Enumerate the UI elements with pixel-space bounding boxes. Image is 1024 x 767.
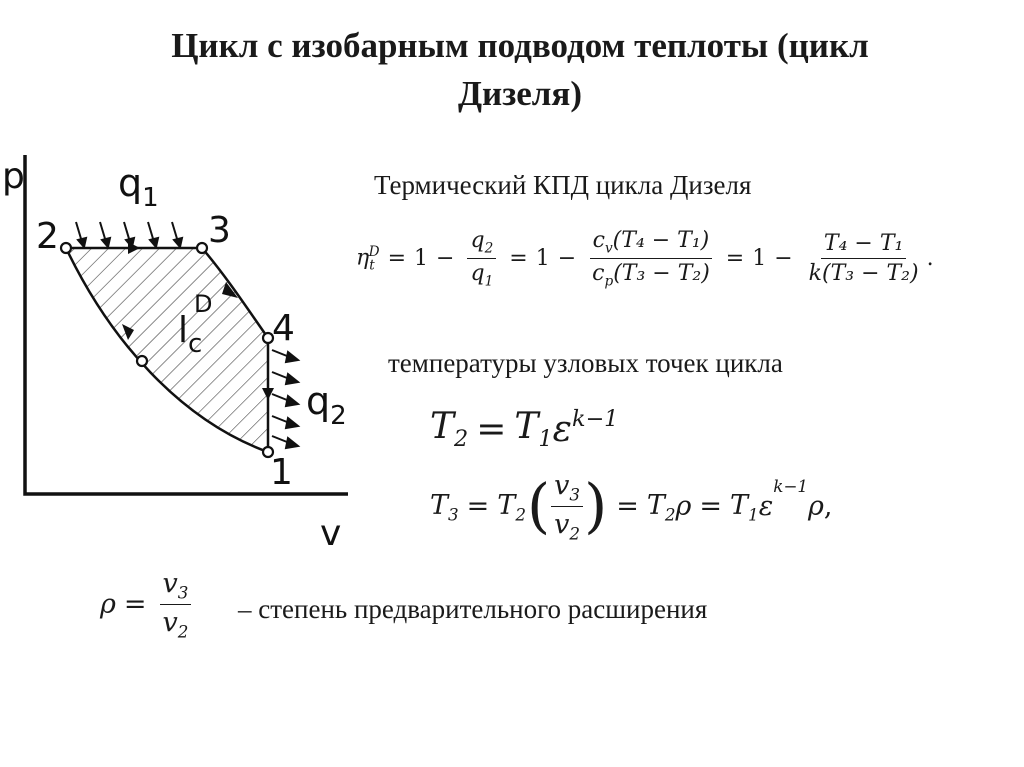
- slide-title-line1: Цикл с изобарным подводом теплоты (цикл: [171, 26, 869, 65]
- axis-y-label: p: [2, 156, 25, 197]
- slide-title: [60, 22, 980, 118]
- heat-in-label: $q_1$: [118, 161, 159, 213]
- eta-symbol: $\eta_t^D$: [356, 244, 380, 274]
- rho-formula: ρ = $\frac{v_3}{v_2}$: [100, 568, 196, 642]
- work-label: $l_c$: [178, 310, 203, 359]
- fraction-q: $\frac{q_2}{q_1}$: [467, 228, 496, 290]
- rho-description: – степень предварительного расширения: [238, 594, 708, 624]
- axis-x-label: v: [320, 513, 342, 550]
- efficiency-heading: Термический КПД цикла Дизеля: [374, 170, 752, 200]
- point-2: [61, 243, 71, 253]
- point-label-2: 2: [36, 216, 59, 257]
- point-mid: [137, 356, 147, 366]
- heat-out-label: $q_2$: [306, 379, 347, 431]
- efficiency-formula: $\eta_t^D$ = 1 − $\frac{q_2}{q_1}$ = 1 − $\frac{c_v(T_4 - T_1)}{c_p(T_3 - T_2)}$ = 1 − $\frac{\text{T₄ − T₁}}{\text{k(T₃ − T₂)}}$ .: [356, 228, 934, 290]
- point-label-1: 1: [270, 452, 293, 493]
- cycle-area: [66, 248, 268, 452]
- t2-formula: $T_2$ = $T_1$ ε $^{k-1}$: [430, 406, 619, 453]
- pv-diagram: [0, 140, 360, 550]
- point-label-4: 4: [272, 308, 295, 349]
- point-3: [197, 243, 207, 253]
- point-label-3: 3: [208, 210, 231, 251]
- fraction-c: $\frac{c_v(T_4 - T_1)}{c_p(T_3 - T_2)}$: [589, 228, 713, 290]
- work-sup: D: [194, 290, 213, 318]
- fraction-k: $\frac{\text{T₄ − T₁}}{\text{k(T₃ − T₂)}}$: [808, 231, 919, 287]
- heat-out-arrows: [272, 350, 298, 448]
- slide-title-line2: Дизеля): [457, 74, 583, 113]
- temperatures-heading: температуры узловых точек цикла: [388, 348, 783, 378]
- t3-formula: $T_3$ = $T_2$ ( $\frac{v_3}{v_2}$ ) = $T_2$ ρ = $T_1$ ε $^{k-1}$ ρ ,: [430, 470, 833, 544]
